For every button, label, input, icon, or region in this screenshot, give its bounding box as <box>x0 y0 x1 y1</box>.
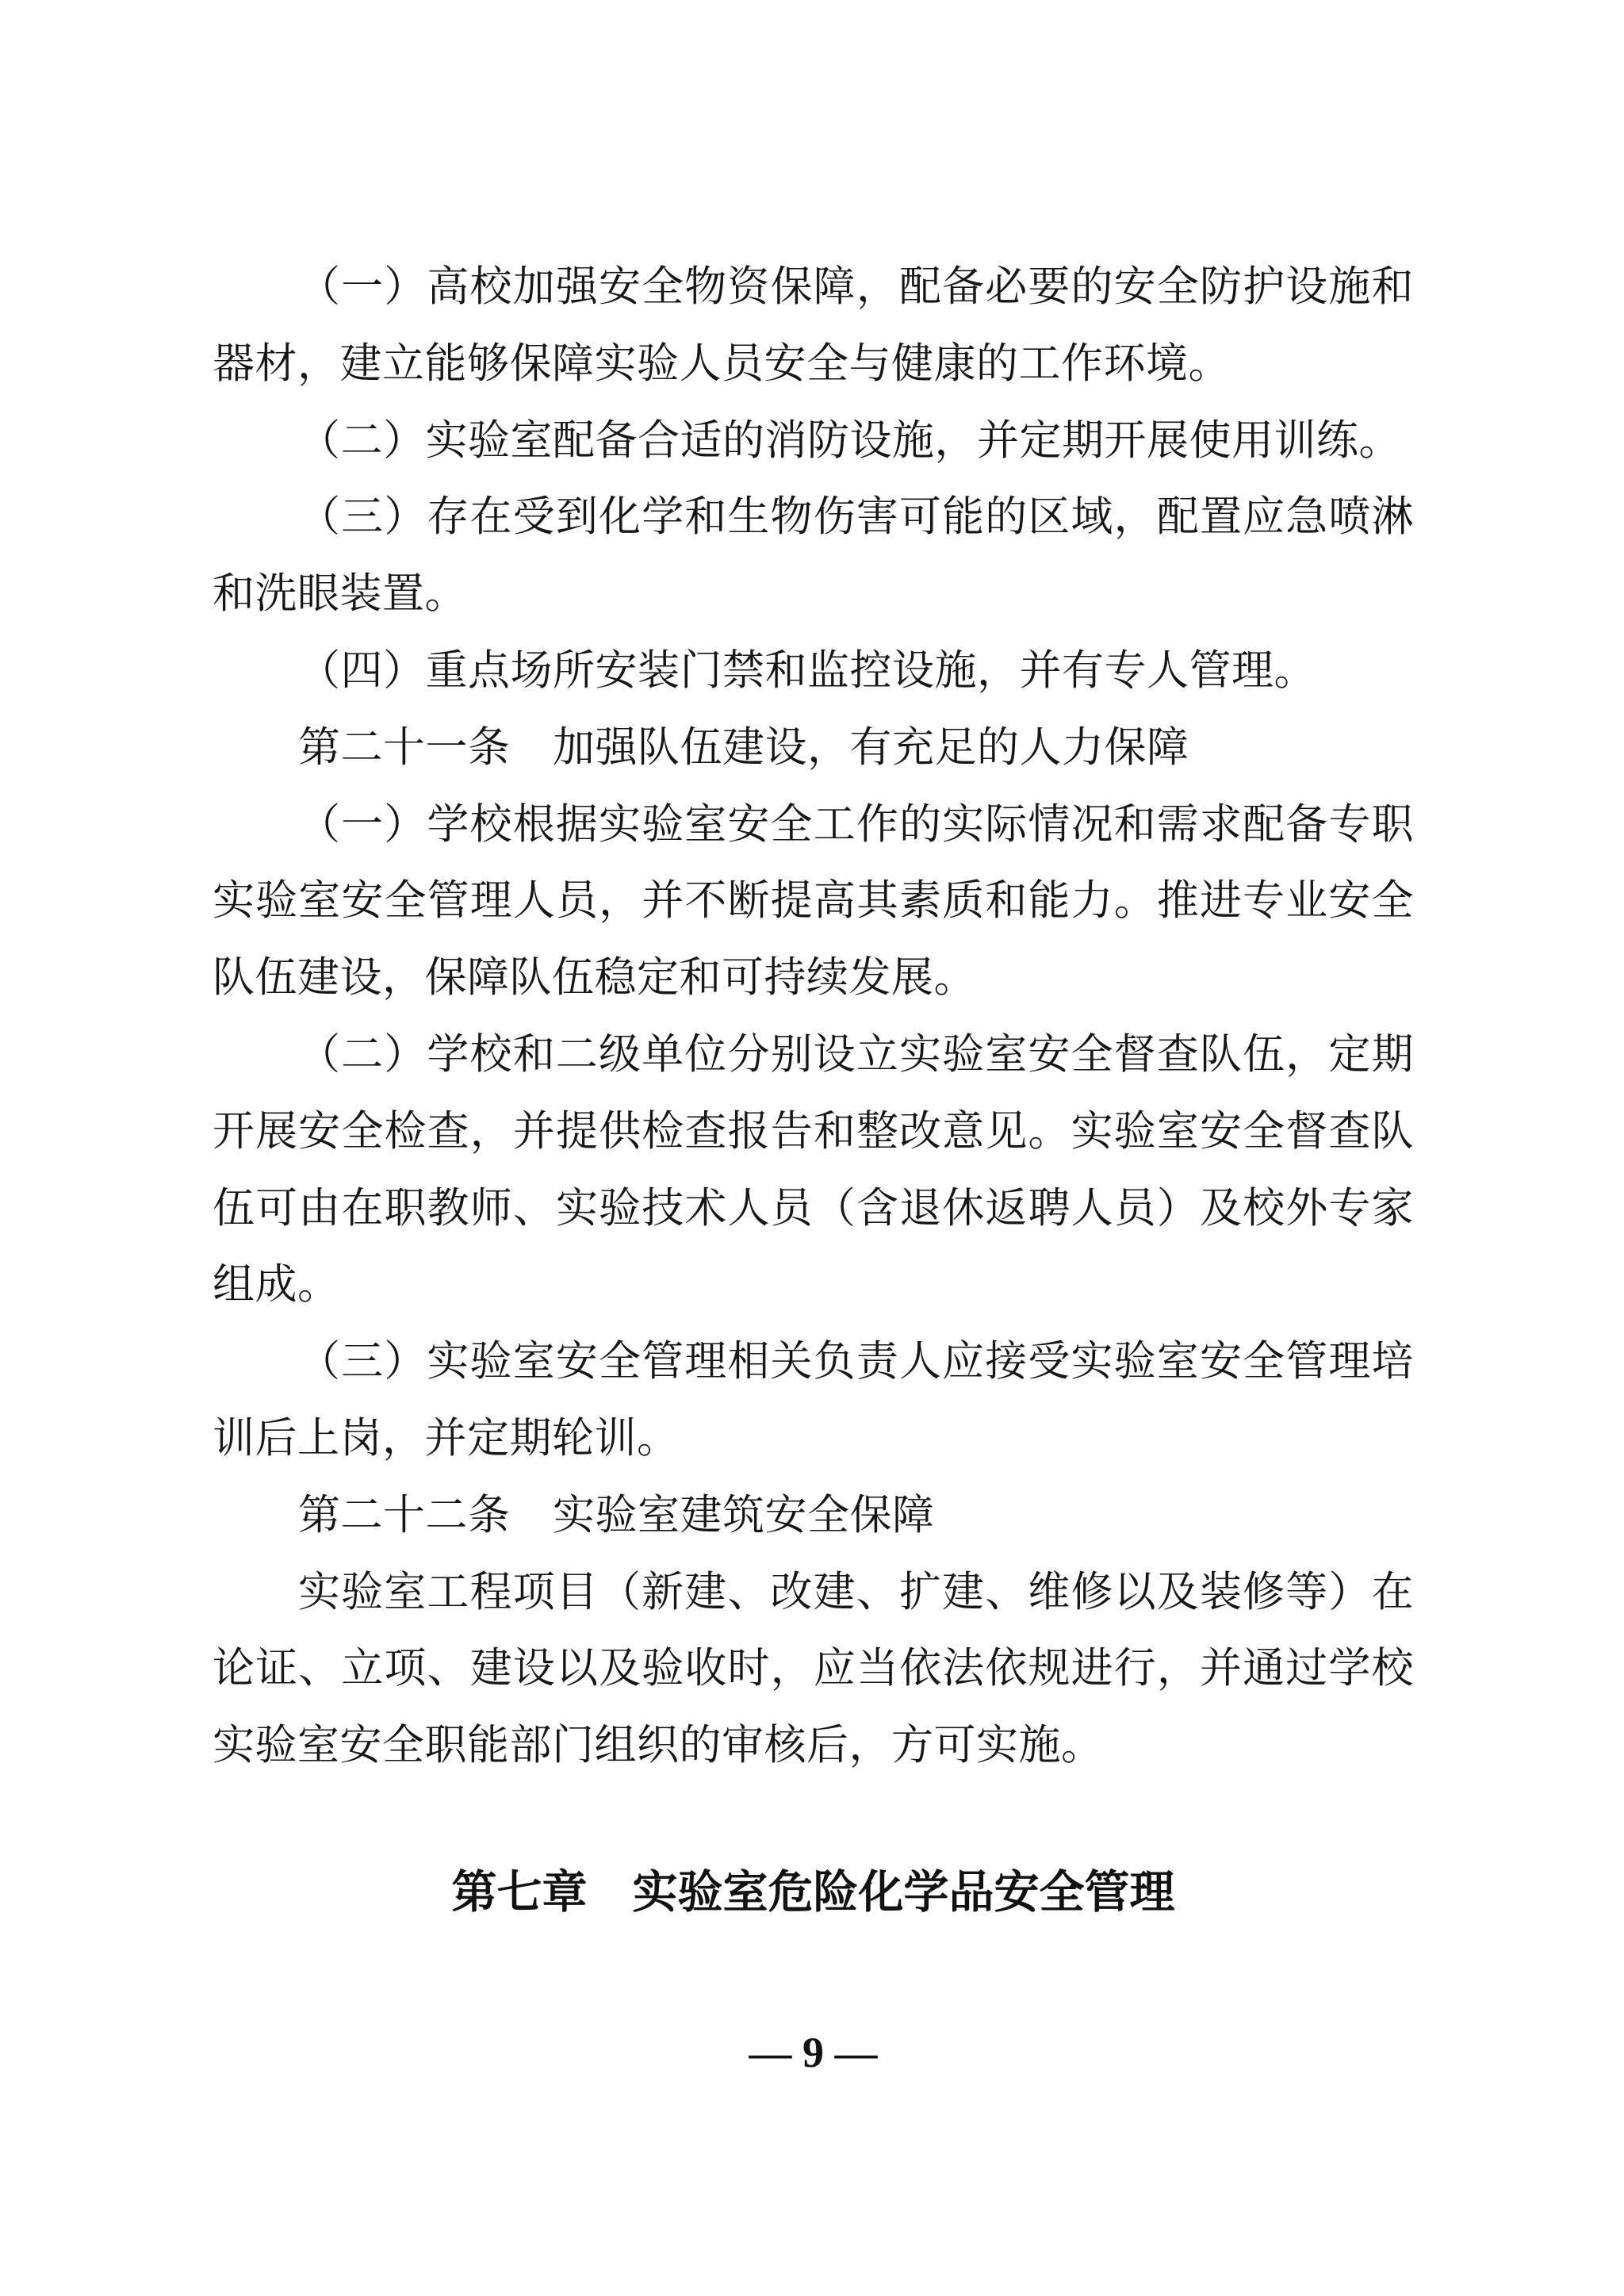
article-heading-22: 第二十二条 实验室建筑安全保障 <box>298 1492 935 1539</box>
document-line: （三）存在受到化学和生物伤害可能的区域，配置应急喷淋 <box>298 494 1414 541</box>
document-line: 组成。 <box>213 1262 340 1309</box>
document-line: 开展安全检查，并提供检查报告和整改意见。实验室安全督查队 <box>213 1108 1414 1155</box>
document-line: 实验室工程项目（新建、改建、扩建、维修以及装修等）在 <box>298 1569 1414 1616</box>
document-line: 队伍建设，保障队伍稳定和可持续发展。 <box>213 955 976 1002</box>
document-line: （二）实验室配备合适的消防设施，并定期开展使用训练。 <box>298 417 1401 464</box>
document-line: 和洗眼装置。 <box>213 571 467 618</box>
document-line: （二）学校和二级单位分别设立实验室安全督查队伍，定期 <box>298 1031 1414 1078</box>
document-line: 器材，建立能够保障实验人员安全与健康的工作环境。 <box>213 340 1231 387</box>
chapter-heading: 第七章 实验室危险化学品安全管理 <box>451 1866 1175 1918</box>
document-line: 实验室安全管理人员，并不断提高其素质和能力。推进专业安全 <box>213 878 1414 925</box>
document-line: 实验室安全职能部门组织的审核后，方可实施。 <box>213 1723 1104 1769</box>
document-line: （一）高校加强安全物资保障，配备必要的安全防护设施和 <box>298 264 1414 310</box>
document-line: 论证、立项、建设以及验收时，应当依法依规进行，并通过学校 <box>213 1646 1414 1692</box>
document-line: （一）学校根据实验室安全工作的实际情况和需求配备专职 <box>298 801 1414 848</box>
document-body <box>213 249 1414 2091</box>
document-line: 训后上岗，并定期轮训。 <box>213 1415 680 1462</box>
document-line: 伍可由在职教师、实验技术人员（含退休返聘人员）及校外专家 <box>213 1185 1414 1232</box>
page-number: — 9 — <box>749 2028 878 2076</box>
document-line: （四）重点场所安装门禁和监控设施，并有专人管理。 <box>298 647 1316 694</box>
article-heading-21: 第二十一条 加强队伍建设，有充足的人力保障 <box>298 724 1189 771</box>
document-line: （三）实验室安全管理相关负责人应接受实验室安全管理培 <box>298 1339 1414 1386</box>
